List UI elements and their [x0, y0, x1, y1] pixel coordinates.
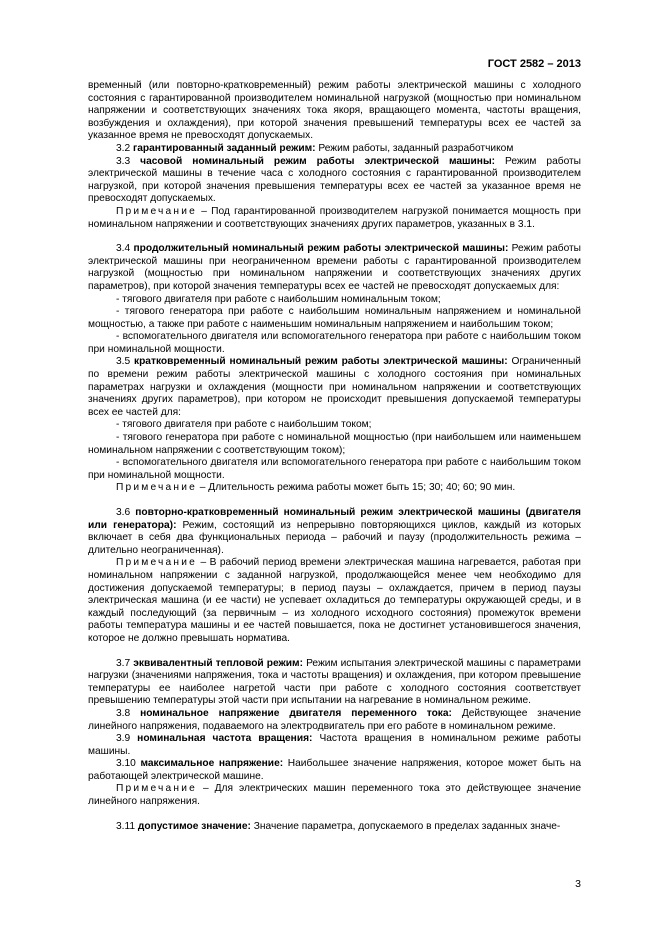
- paragraph-text: Действующее значение линейного напряжения, подаваемого на электродвигатель при его работе в номинальном режиме.: [88, 707, 581, 732]
- paragraph-text: - тягового генератора при работе с номинальной мощностью (при наибольшем или наименьшем номинальном напряжении с соответствующим током);: [88, 432, 581, 456]
- paragraph-text: – В рабочий период времени электрическая машина нагревается, работая при номинальном напряжении с заданной нагрузкой, продолжающейся менее чем необходимо для достижения допускаемой температуры; в период паузы – охлаждается, причем в период паузы электрическая машина (и ее части) не успевает охладиться до температуры окружающей среды, и в каждый последующий (за первичным – из холодного исходного состояния) промежуток времени работы температура машины и ее частей повышается, пока не достигнет установившегося значения, которое не должно превышать норматива.: [88, 557, 581, 644]
- paragraph-text: – Под гарантированной производителем нагрузкой понимается мощность при номинальном напряжении и соответствующих значениях других параметров, указанных в 3.1.: [88, 205, 581, 230]
- paragraph-text: 3.7: [116, 657, 134, 669]
- paragraph: [88, 783, 581, 808]
- paragraph: [88, 821, 581, 834]
- term-definition-label: гарантированный заданный режим:: [133, 142, 316, 154]
- paragraph: [88, 432, 581, 457]
- paragraph-text: 3.10: [116, 758, 141, 770]
- term-definition-label: повторно-кратковременный номинальный режим электрической машины (двигателя или генератора):: [88, 507, 581, 531]
- paragraph-text: Режим испытания электрической машины с параметрами нагрузки (значениями напряжения, тока и частоты вращения) и охлаждения, при котором превышение температуры ее наиболее нагретой части при работе с холодного состояния соответствует превышению температуры этой части при испытании на нагревание в номинальном режиме.: [88, 657, 581, 707]
- note-label: Примечание: [116, 482, 197, 494]
- paragraph-text: Ограниченный по времени режим работы электрической машины с холодного состояния при номинальных параметрах нагрузки и охлаждения (мощности при номинальном напряжении и соответствующих значениях других параметров), при котором не происходит превышения допускаемой температуры всех ее частей для:: [88, 356, 581, 418]
- paragraph-text: 3.3: [116, 155, 141, 167]
- paragraph: [88, 80, 581, 143]
- term-definition-label: часовой номинальный режим работы электрической машины:: [140, 155, 496, 167]
- paragraph-text: – Длительность режима работы может быть 15; 30; 40; 60; 90 мин.: [196, 482, 516, 494]
- document-body: [88, 80, 581, 833]
- paragraph: [88, 733, 581, 758]
- note-label: Примечание: [116, 557, 197, 569]
- paragraph: [88, 457, 581, 482]
- paragraph-text: 3.5: [116, 356, 134, 368]
- paragraph-text: - тягового генератора при работе с наибольшим номинальным напряжением и номинальной мощностью, а также при работе с наименьшим номинальным напряжением и наибольшим током;: [88, 306, 581, 330]
- page-number: 3: [575, 878, 581, 890]
- term-definition-label: номинальная частота вращения:: [137, 733, 313, 745]
- paragraph: [88, 758, 581, 783]
- paragraph: [88, 206, 581, 231]
- paragraph-text: – Для электрических машин переменного тока это действующее значение линейного напряжения.: [88, 783, 581, 808]
- paragraph: [88, 143, 581, 156]
- paragraph-text: 3.8: [116, 707, 141, 719]
- paragraph: [88, 419, 581, 432]
- paragraph: [88, 243, 581, 293]
- paragraph-text: 3.11: [116, 820, 138, 832]
- term-definition-label: эквивалентный тепловой режим:: [133, 657, 303, 669]
- paragraph: [88, 557, 581, 645]
- paragraph: [88, 356, 581, 419]
- paragraph-text: 3.6: [116, 507, 136, 518]
- note-label: Примечание: [116, 783, 197, 795]
- term-definition-label: максимальное напряжение:: [140, 758, 284, 770]
- paragraph: [88, 507, 581, 557]
- paragraph-text: 3.4: [116, 243, 134, 255]
- paragraph-text: Режим работы электрической машины при неограниченном времени работы с гарантированной производителем нагрузкой (мощностью при номинальном напряжении и соответствующих значениях других параметров), при которой значения температуры всех ее частей не превосходят допускаемых для:: [88, 243, 582, 292]
- paragraph-text: - тягового двигателя при работе с наибольшим током;: [116, 419, 372, 431]
- paragraph: [88, 306, 581, 331]
- paragraph-text: Режим работы, заданный разработчиком: [315, 142, 514, 154]
- note-label: Примечание: [116, 205, 197, 217]
- paragraph: [88, 156, 581, 206]
- paragraph: [88, 658, 581, 708]
- paragraph-text: Частота вращения в номинальном режиме работы машины.: [88, 733, 581, 757]
- paragraph: [88, 294, 581, 307]
- paragraph: [88, 708, 581, 733]
- paragraph-text: Режим, состоящий из непрерывно повторяющихся циклов, каждый из которых включает в себя два функциональных периода – рабочий и паузу (продолжительность режима – длительно неограниченная).: [88, 519, 582, 556]
- paragraph-text: - вспомогательного двигателя или вспомогательного генератора при работе с наибольшим током при номинальной мощности.: [88, 331, 581, 355]
- paragraph-text: Режим работы электрической машины в течение часа с холодного состояния с гарантированной производителем нагрузкой, при которой значения превышения температуры всех ее частей за указанное время не превосходят допускаемых.: [88, 155, 582, 205]
- paragraph-text: - вспомогательного двигателя или вспомогательного генератора при работе с наибольшим током при номинальной мощности.: [88, 457, 581, 481]
- standard-header: ГОСТ 2582 – 2013: [487, 58, 581, 70]
- paragraph: [88, 331, 581, 356]
- term-definition-label: кратковременный номинальный режим работы электрической машины:: [133, 356, 508, 368]
- paragraph-text: Значение параметра, допускаемого в пределах заданных значе-: [250, 820, 561, 832]
- term-definition-label: номинальное напряжение двигателя переменного тока:: [140, 707, 452, 719]
- term-definition-label: допустимое значение:: [137, 820, 251, 832]
- paragraph: [88, 482, 581, 495]
- paragraph-text: 3.9: [116, 733, 138, 745]
- paragraph-text: 3.2: [116, 142, 133, 154]
- paragraph-text: временный (или повторно-кратковременный) режим работы электрической машины с холодного состояния с гарантированной производителем номинальной нагрузкой (мощностью при номинальном напряжении и соответствующих значениях тока якоря, вращающего момента, частоты вращения, возбуждения и охлаждения), при которой значения превышений температуры всех ее частей за указанное время не превосходят допускаемых.: [88, 80, 581, 142]
- term-definition-label: продолжительный номинальный режим работы электрической машины:: [133, 243, 509, 255]
- paragraph-text: Наибольшее значение напряжения, которое может быть на работающей электрической машине.: [88, 758, 581, 782]
- paragraph-text: - тягового двигателя при работе с наибольшим номинальным током;: [116, 293, 441, 305]
